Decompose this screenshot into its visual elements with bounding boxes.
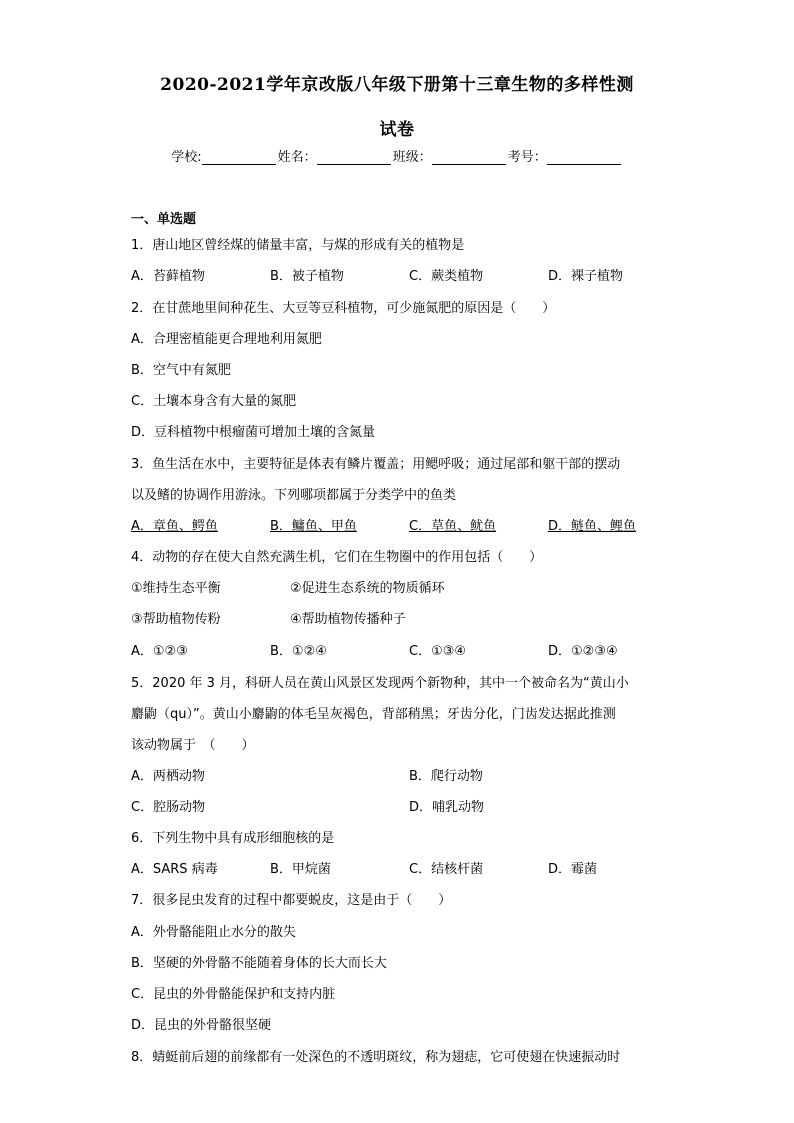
q6-option-a: A．SARS 病毒 xyxy=(131,862,218,877)
class-blank[interactable] xyxy=(432,150,506,165)
q1-stem: 1．唐山地区曾经煤的储量丰富，与煤的形成有关的植物是 xyxy=(131,238,465,253)
q3-option-d: D．鲢鱼、鲤鱼 xyxy=(548,519,637,534)
q2-option-b: B．空气中有氮肥 xyxy=(131,363,231,378)
name-blank[interactable] xyxy=(317,150,391,165)
q1-option-c: C．蕨类植物 xyxy=(409,269,484,284)
q7-option-d: D．昆虫的外骨骼很坚硬 xyxy=(131,1018,272,1033)
q2-option-d: D．豆科植物中根瘤菌可增加土壤的含氮量 xyxy=(131,425,376,440)
q3-option-c: C．草鱼、鱿鱼 xyxy=(409,519,497,534)
school-label: 学校: xyxy=(171,150,202,165)
q4-option-c: C．①③④ xyxy=(409,644,467,659)
q7-option-a: A．外骨骼能阻止水分的散失 xyxy=(131,925,296,940)
q6-option-d: D．霉菌 xyxy=(548,862,598,877)
q7-stem: 7．很多昆虫发育的过程中都要蜕皮，这是由于（ ） xyxy=(131,893,452,908)
student-info-row xyxy=(0,146,794,165)
q5-option-d: D．哺乳动物 xyxy=(409,800,485,815)
q4-option-a: A．①②③ xyxy=(131,644,188,659)
q4-option-d: D．①②③④ xyxy=(548,644,618,659)
q3-stem-line1: 3．鱼生活在水中，主要特征是体表有鳞片覆盖；用鳃呼吸；通过尾部和躯干部的摆动 xyxy=(131,457,621,472)
exam-title-line2: 试卷 xyxy=(379,120,415,140)
q8-stem: 8．蜻蜓前后翅的前缘都有一处深色的不透明斑纹，称为翅痣，它可使翅在快速振动时 xyxy=(131,1050,621,1065)
q4-item-4: ④帮助植物传播种子 xyxy=(290,612,406,627)
section-heading: 一、单选题 xyxy=(131,212,197,227)
q7-option-b: B．坚硬的外骨骼不能随着身体的长大而长大 xyxy=(131,956,387,971)
q2-stem: 2．在甘蔗地里间种花生、大豆等豆科植物，可少施氮肥的原因是（ ） xyxy=(131,301,556,316)
q6-option-b: B．甲烷菌 xyxy=(270,862,331,877)
exam-no-label: 考号： xyxy=(507,150,547,165)
q5-option-c: C．腔肠动物 xyxy=(131,800,206,815)
name-label: 姓名： xyxy=(277,150,317,165)
q2-option-c: C．土壤本身含有大量的氮肥 xyxy=(131,394,297,409)
q5-stem-line1: 5．2020 年 3 月，科研人员在黄山风景区发现两个新物种，其中一个被命名为“黄山小 xyxy=(131,676,629,691)
q5-option-b: B．爬行动物 xyxy=(409,769,483,784)
q4-item-3: ③帮助植物传粉 xyxy=(131,612,221,627)
q1-option-d: D．裸子植物 xyxy=(548,269,624,284)
q6-stem: 6．下列生物中具有成形细胞核的是 xyxy=(131,831,335,846)
q3-option-b: B．鳙鱼、甲鱼 xyxy=(270,519,357,534)
q1-option-b: B．被子植物 xyxy=(270,269,344,284)
exam-no-blank[interactable] xyxy=(547,150,621,165)
exam-title-line1: 2020-2021学年京改版八年级下册第十三章生物的多样性测 xyxy=(160,75,634,95)
q7-option-c: C．昆虫的外骨骼能保护和支持内脏 xyxy=(131,987,336,1002)
q5-option-a: A．两栖动物 xyxy=(131,769,205,784)
q1-option-a: A．苔藓植物 xyxy=(131,269,205,284)
q3-option-a: A．章鱼、鳄鱼 xyxy=(131,519,218,534)
q5-stem-line3: 该动物属于 （ ） xyxy=(131,738,255,753)
q4-stem: 4．动物的存在使大自然充满生机，它们在生物圈中的作用包括（ ） xyxy=(131,550,543,565)
q6-option-c: C．结核杆菌 xyxy=(409,862,484,877)
class-label: 班级： xyxy=(392,150,432,165)
q4-option-b: B．①②④ xyxy=(270,644,327,659)
q4-item-1: ①维持生态平衡 xyxy=(131,581,221,596)
school-blank[interactable] xyxy=(202,150,276,165)
q3-stem-line2: 以及鳍的协调作用游泳。下列哪项都属于分类学中的鱼类 xyxy=(131,488,457,503)
q5-stem-line2: 麝鼩（qu）”。黄山小麝鼩的体毛呈灰褐色，背部稍黑；牙齿分化，门齿发达据此推测 xyxy=(131,707,616,722)
q4-item-2: ②促进生态系统的物质循环 xyxy=(290,581,445,596)
q2-option-a: A．合理密植能更合理地利用氮肥 xyxy=(131,332,322,347)
